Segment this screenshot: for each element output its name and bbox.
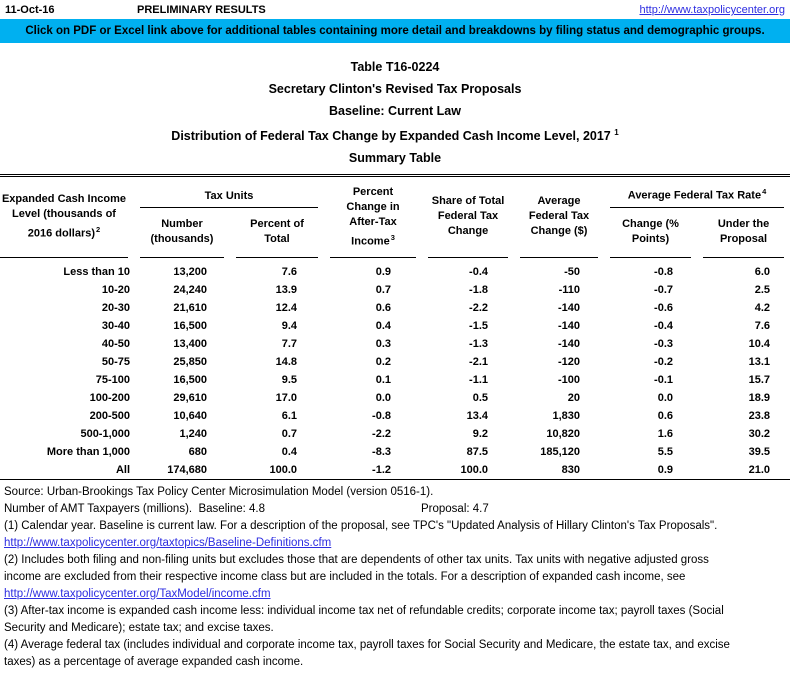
group-header-avg-federal-tax-rate: Average Federal Tax Rate$^4$ bbox=[604, 176, 790, 208]
table-cell: 9.2 bbox=[472, 427, 489, 440]
table-cell: 0.5 bbox=[472, 391, 489, 404]
table-cell: -100 bbox=[557, 373, 581, 386]
table-cell: -120 bbox=[557, 355, 581, 368]
footnote-link-line bbox=[4, 586, 790, 603]
table-cell: 39.5 bbox=[748, 445, 771, 458]
col-header-pct-change-after-tax-income: Percent Change in After-Tax Income$^3$ bbox=[324, 176, 422, 258]
col-header-avg-federal-tax-change: Average Federal Tax Change ($) bbox=[514, 176, 604, 258]
table-row bbox=[0, 371, 790, 389]
footnote-link[interactable]: http://www.taxpolicycenter.org/taxtopics/Baseline-Definitions.cfm bbox=[4, 536, 332, 549]
col-header-under-the-proposal: Under the Proposal bbox=[697, 208, 790, 258]
table-row bbox=[0, 335, 790, 353]
distribution-table bbox=[0, 174, 790, 480]
table-cell: -0.1 bbox=[654, 373, 674, 386]
footnote-line: (2) Includes both filing and non-filing units but excludes those that are dependents of other tax units. Tax units with negative adjusted gross bbox=[4, 553, 709, 566]
table-cell: 13,200 bbox=[173, 265, 207, 278]
table-cell: -0.7 bbox=[654, 283, 674, 296]
table-cell: 6.1 bbox=[281, 409, 298, 422]
table-cell: 10,820 bbox=[546, 427, 581, 440]
table-cell: 0.0 bbox=[657, 391, 674, 404]
table-cell: 0.7 bbox=[281, 427, 298, 440]
source-line: Source: Urban-Brookings Tax Policy Center Microsimulation Model (version 0516-1). bbox=[4, 485, 434, 498]
table-cell: 0.7 bbox=[375, 283, 392, 296]
group-header-tax-units: Tax Units bbox=[134, 176, 324, 208]
table-cell: -8.3 bbox=[372, 445, 392, 458]
table-cell: 185,120 bbox=[540, 445, 581, 458]
table-cell: -1.8 bbox=[469, 283, 489, 296]
table-cell: -0.2 bbox=[654, 355, 674, 368]
table-cell: 0.4 bbox=[281, 445, 298, 458]
table-cell: -0.4 bbox=[469, 265, 489, 278]
title-block bbox=[0, 43, 790, 169]
table-row bbox=[0, 389, 790, 407]
table-cell: -0.8 bbox=[372, 409, 392, 422]
table-cell: 7.6 bbox=[281, 265, 298, 278]
table-cell: 30-40 bbox=[101, 319, 130, 332]
baseline-title: Baseline: Current Law bbox=[329, 104, 461, 118]
table-cell: 830 bbox=[561, 463, 581, 476]
table-cell: 12.4 bbox=[275, 301, 298, 314]
col-header-change-pct-points: Change (% Points) bbox=[604, 208, 697, 258]
table-row bbox=[0, 281, 790, 299]
table-cell: 13.9 bbox=[275, 283, 298, 296]
table-cell: 20 bbox=[567, 391, 581, 404]
table-cell: 0.6 bbox=[657, 409, 674, 422]
footnotes bbox=[4, 518, 790, 671]
table-cell: More than 1,000 bbox=[46, 445, 130, 458]
summary-table-title: Summary Table bbox=[348, 151, 442, 166]
proposal-title: Secretary Clinton's Revised Tax Proposals bbox=[268, 82, 522, 96]
table-cell: -0.8 bbox=[654, 265, 674, 278]
table-cell: All bbox=[115, 463, 130, 476]
table-row bbox=[0, 407, 790, 425]
table-cell: 21.0 bbox=[748, 463, 771, 476]
table-cell: -2.1 bbox=[469, 355, 489, 368]
table-cell: 0.2 bbox=[375, 355, 392, 368]
report-date: 11-Oct-16 bbox=[5, 4, 55, 16]
table-cell: 16,500 bbox=[173, 319, 207, 332]
table-cell: 20-30 bbox=[101, 301, 130, 314]
table-cell: 4.2 bbox=[754, 301, 771, 314]
footnote-line: taxes) as a percentage of average expanded cash income. bbox=[4, 655, 304, 668]
col-header-share-of-total: Share of Total Federal Tax Change bbox=[422, 176, 514, 258]
footnote-ref-2: 2 bbox=[96, 225, 101, 235]
table-row bbox=[0, 461, 790, 480]
footnote-line: income are excluded from their respective income class but are included in the totals. For a description of expanded cash income, see bbox=[4, 570, 686, 583]
taxpolicycenter-link[interactable]: http://www.taxpolicycenter.org bbox=[639, 4, 785, 16]
table-cell: Less than 10 bbox=[63, 265, 130, 278]
footnote-link[interactable]: http://www.taxpolicycenter.org/TaxModel/income.cfm bbox=[4, 587, 271, 600]
footer bbox=[0, 484, 790, 671]
table-cell: 6.0 bbox=[754, 265, 771, 278]
footnote-ref-3: 3 bbox=[390, 232, 395, 242]
table-cell: 13,400 bbox=[173, 337, 207, 350]
table-cell: 200-500 bbox=[89, 409, 130, 422]
table-cell: -1.3 bbox=[469, 337, 489, 350]
table-cell: 7.7 bbox=[281, 337, 298, 350]
table-cell: 100.0 bbox=[269, 463, 298, 476]
table-cell: 9.4 bbox=[281, 319, 298, 332]
info-banner-text: Click on PDF or Excel link above for additional tables containing more detail and breakdowns by filing status and demographic groups. bbox=[25, 25, 765, 37]
table-cell: 100.0 bbox=[460, 463, 489, 476]
table-row bbox=[0, 353, 790, 371]
table-cell: -110 bbox=[558, 283, 581, 296]
table-cell: 1,830 bbox=[552, 409, 581, 422]
table-cell: 5.5 bbox=[657, 445, 674, 458]
table-cell: -1.1 bbox=[469, 373, 489, 386]
table-cell: 0.6 bbox=[375, 301, 392, 314]
footnote-line: (1) Calendar year. Baseline is current law. For a description of the proposal, see TPC's "Updated Analysis of Hillary Clinton's Tax Proposals". bbox=[4, 519, 718, 532]
table-cell: 10.4 bbox=[748, 337, 771, 350]
col-header-number-thousands: Number (thousands) bbox=[134, 208, 230, 258]
table-cell: 1.6 bbox=[657, 427, 674, 440]
footnote-line: (3) After-tax income is expanded cash income less: individual income tax net of refundable credits; corporate income tax; payroll taxes (Social bbox=[4, 604, 724, 617]
table-cell: 40-50 bbox=[101, 337, 130, 350]
table-row bbox=[0, 299, 790, 317]
table-cell: 16,500 bbox=[173, 373, 207, 386]
amt-proposal-value: Proposal: 4.7 bbox=[421, 502, 489, 515]
table-cell: 18.9 bbox=[748, 391, 771, 404]
footnote-link-line bbox=[4, 535, 790, 552]
table-cell: 0.3 bbox=[375, 337, 392, 350]
table-cell: 500-1,000 bbox=[80, 427, 130, 440]
table-cell: 0.1 bbox=[375, 373, 392, 386]
table-row bbox=[0, 317, 790, 335]
table-cell: -140 bbox=[557, 337, 581, 350]
table-cell: -1.2 bbox=[372, 463, 392, 476]
preliminary-results-label: PRELIMINARY RESULTS bbox=[137, 4, 266, 16]
table-cell: 87.5 bbox=[466, 445, 489, 458]
table-cell: 100-200 bbox=[89, 391, 130, 404]
footnote-ref-4: 4 bbox=[762, 187, 767, 196]
top-bar bbox=[0, 0, 790, 19]
table-cell: -140 bbox=[557, 301, 581, 314]
table-cell: 9.5 bbox=[281, 373, 298, 386]
footnote-line: (4) Average federal tax (includes individual and corporate income tax, payroll taxes for Social Security and Medicare, the estate tax, and excise bbox=[4, 638, 730, 651]
table-row bbox=[0, 443, 790, 461]
table-cell: 174,680 bbox=[167, 463, 207, 476]
table-cell: 7.6 bbox=[754, 319, 771, 332]
amt-taxpayers-line: Number of AMT Taxpayers (millions). Baseline: 4.8 Proposal: 4.7 bbox=[4, 501, 790, 518]
table-cell: 15.7 bbox=[748, 373, 771, 386]
table-cell: 29,610 bbox=[173, 391, 207, 404]
table-cell: 0.0 bbox=[375, 391, 392, 404]
table-cell: -50 bbox=[564, 265, 581, 278]
table-cell: 21,610 bbox=[173, 301, 207, 314]
col-header-income-level: Expanded Cash Income Level (thousands of 2016 dollars)$^2$ bbox=[0, 176, 134, 258]
table-cell: 0.9 bbox=[375, 265, 392, 278]
table-cell: 0.4 bbox=[375, 319, 392, 332]
table-row bbox=[0, 425, 790, 443]
table-cell: 680 bbox=[188, 445, 207, 458]
table-cell: 0.9 bbox=[657, 463, 674, 476]
table-body bbox=[0, 258, 790, 480]
table-cell: -0.6 bbox=[654, 301, 674, 314]
table-cell: 17.0 bbox=[275, 391, 298, 404]
footnote-ref-1: 1 bbox=[614, 128, 619, 137]
footnote-line: Security and Medicare); estate tax; and excise taxes. bbox=[4, 621, 274, 634]
table-cell: 50-75 bbox=[101, 355, 130, 368]
table-row bbox=[0, 258, 790, 281]
distribution-title: Distribution of Federal Tax Change by Expanded Cash Income Level, 2017 $^1$ bbox=[171, 128, 619, 144]
info-banner bbox=[0, 19, 790, 43]
table-number-title: Table T16-0224 bbox=[350, 60, 440, 74]
table-cell: 10,640 bbox=[173, 409, 207, 422]
table-cell: -2.2 bbox=[372, 427, 392, 440]
table-cell: -1.5 bbox=[469, 319, 489, 332]
table-cell: 30.2 bbox=[748, 427, 771, 440]
table-cell: -2.2 bbox=[469, 301, 489, 314]
table-cell: 13.4 bbox=[466, 409, 489, 422]
table-cell: 10-20 bbox=[101, 283, 130, 296]
table-cell: -0.3 bbox=[654, 337, 674, 350]
table-cell: 1,240 bbox=[179, 427, 207, 440]
table-cell: -140 bbox=[557, 319, 581, 332]
table-header bbox=[0, 176, 790, 258]
table-cell: -0.4 bbox=[654, 319, 674, 332]
table-cell: 23.8 bbox=[748, 409, 771, 422]
table-cell: 13.1 bbox=[748, 355, 771, 368]
table-cell: 14.8 bbox=[275, 355, 298, 368]
table-cell: 75-100 bbox=[95, 373, 130, 386]
table-cell: 2.5 bbox=[754, 283, 771, 296]
table-cell: 25,850 bbox=[173, 355, 207, 368]
col-header-percent-of-total: Percent of Total bbox=[230, 208, 324, 258]
table-cell: 24,240 bbox=[173, 283, 207, 296]
